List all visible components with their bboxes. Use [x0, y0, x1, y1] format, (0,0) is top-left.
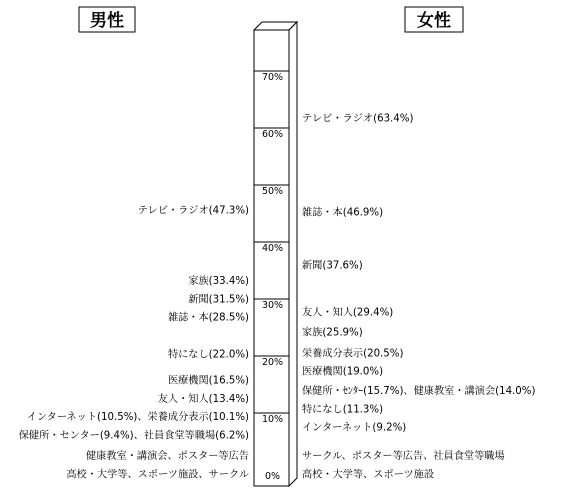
female-item-label: 栄養成分表示(20.5%) [302, 348, 404, 360]
male-header: 男性 [90, 11, 124, 31]
male-item-label: 保健所・センター(9.4%)、社員食堂等職場(6.2%) [18, 430, 249, 442]
male-item-label: インターネット(10.5%)、栄養成分表示(10.1%) [26, 412, 249, 424]
male-item-label: 新聞(31.5%) [188, 294, 249, 306]
tick-label: 60% [261, 129, 284, 140]
male-item-label: 雑誌・本(28.5%) [167, 312, 249, 324]
female-item-label: 高校・大学等、スポーツ施設 [302, 469, 435, 481]
female-item-label: 新聞(37.6%) [302, 260, 363, 272]
scale-bar-side [289, 22, 297, 486]
female-header: 女性 [417, 11, 451, 31]
female-labels [302, 113, 535, 481]
male-item-label: 特になし(22.0%) [167, 349, 249, 361]
male-item-label: 健康教室・講演会、ポスター等広告 [86, 451, 249, 462]
tick-label: 70% [261, 72, 284, 83]
male-item-label: 家族(33.4%) [188, 275, 249, 287]
tick-label: 30% [261, 300, 284, 311]
tick-label: 10% [261, 414, 284, 425]
female-item-label: テレビ・ラジオ(63.4%) [302, 113, 414, 125]
male-item-label: 友人・知人(13.4%) [157, 393, 249, 405]
female-item-label: サークル、ポスター等広告、社員食堂等職場 [302, 451, 505, 462]
female-item-label: 雑誌・本(46.9%) [302, 207, 384, 219]
female-item-label: インターネット(9.2%) [302, 422, 407, 434]
female-item-label: 家族(25.9%) [302, 327, 363, 339]
tick-label: 50% [261, 186, 284, 197]
tick-label: 0% [264, 471, 281, 482]
tick-label: 20% [261, 357, 284, 368]
female-item-label: 保健所・ｾﾝﾀｰ(15.7%)、健康教室・講演会(14.0%) [302, 385, 536, 397]
female-item-label: 特になし(11.3%) [302, 404, 384, 416]
male-item-label: 高校・大学等、スポーツ施設、サークル [66, 469, 249, 481]
male-item-label: 医療機関(16.5%) [167, 375, 249, 387]
male-item-label: テレビ・ラジオ(47.3%) [137, 205, 249, 217]
tick-label: 40% [261, 243, 284, 254]
female-item-label: 医療機関(19.0%) [302, 366, 384, 378]
male-labels [19, 204, 249, 480]
female-item-label: 友人・知人(29.4%) [302, 307, 394, 319]
